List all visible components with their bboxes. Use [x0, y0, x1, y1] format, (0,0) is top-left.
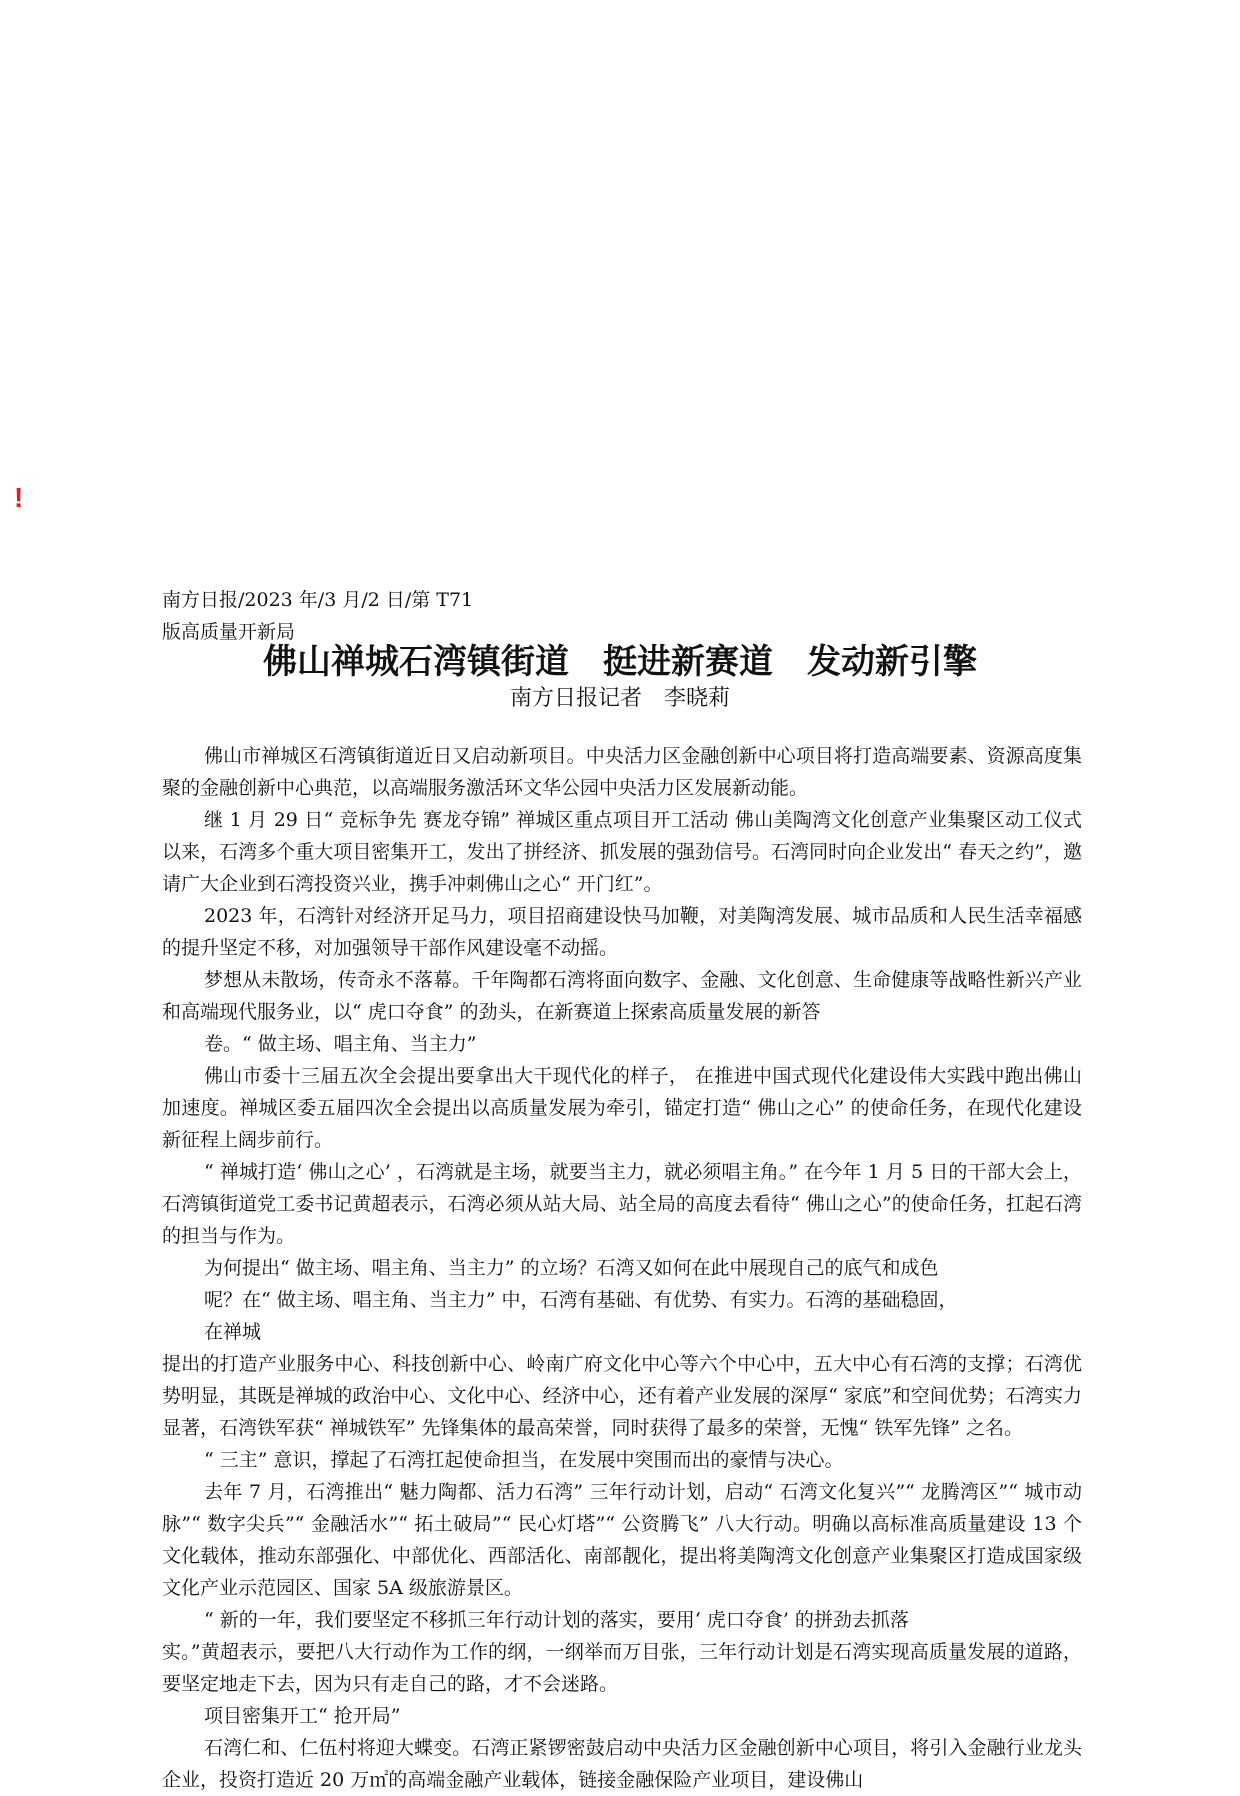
article-paragraph: 梦想从未散场，传奇永不落幕。千年陶都石湾将面向数字、金融、文化创意、生命健康等战略性新兴产业和高端现代服务业，以“ 虎口夺食” 的劲头，在新赛道上探索高质量发展的新答	[162, 969, 1082, 1023]
article-body	[162, 740, 1082, 1796]
article-paragraph: 为何提出“ 做主场、唱主角、当主力” 的立场？石湾又如何在此中展现自己的底气和成色	[204, 1257, 939, 1279]
article-paragraph: 佛山市禅城区石湾镇街道近日又启动新项目。中央活力区金融创新中心项目将打造高端要素、资源高度集聚的金融创新中心典范，以高端服务激活环文华公园中央活力区发展新动能。	[162, 745, 1082, 799]
article-paragraph: 呢？在“ 做主场、唱主角、当主力” 中，石湾有基础、有优势、有实力。石湾的基础稳固，	[204, 1289, 958, 1311]
article-paragraph: “ 新的一年，我们要坚定不移抓三年行动计划的落实，要用‘ 虎口夺食’ 的拼劲去抓落	[204, 1609, 909, 1631]
article-paragraph: 佛山市委十三届五次全会提出要拿出大干现代化的样子， 在推进中国式现代化建设伟大实践中跑出佛山加速度。禅城区委五届四次全会提出以高质量发展为牵引，锚定打造“ 佛山之心” 的使命任务，在现代化建设新征程上阔步前行。	[162, 1065, 1082, 1151]
article-paragraph: 实。”黄超表示，要把八大行动作为工作的纲，一纲举而万目张，三年行动计划是石湾实现高质量发展的道路，要坚定地走下去，因为只有走自己的路，才不会迷路。	[162, 1641, 1082, 1695]
article-paragraph: 提出的打造产业服务中心、科技创新中心、岭南广府文化中心等六个中心中，五大中心有石湾的支撑；石湾优势明显，其既是禅城的政治中心、文化中心、经济中心，还有着产业发展的深厚“ 家底”和空间优势；石湾实力显著，石湾铁军获“ 禅城铁军” 先锋集体的最高荣誉，同时获得了最多的荣誉，无愧“ 铁军先锋” 之名。	[162, 1353, 1082, 1439]
article-headline: 佛山禅城石湾镇街道 挺进新赛道 发动新引擎	[263, 642, 977, 682]
red-exclamation-mark: !	[14, 482, 24, 513]
article-paragraph: 项目密集开工“ 抢开局”	[204, 1705, 401, 1727]
section-line: 版高质量开新局	[162, 621, 296, 643]
article-paragraph: 继 1 月 29 日“ 竞标争先 赛龙夺锦” 禅城区重点项目开工活动 佛山美陶湾文化创意产业集聚区动工仪式以来，石湾多个重大项目密集开工，发出了拼经济、抓发展的强劲信号。石湾同时向企业发出“ 春天之约”，邀请广大企业到石湾投资兴业，携手冲刺佛山之心“ 开门红”。	[162, 809, 1082, 895]
article-paragraph: 2023 年，石湾针对经济开足马力，项目招商建设快马加鞭，对美陶湾发展、城市品质和人民生活幸福感的提升坚定不移，对加强领导干部作风建设毫不动摇。	[162, 905, 1082, 959]
article-paragraph: 石湾仁和、仁伍村将迎大蝶变。石湾正紧锣密鼓启动中央活力区金融创新中心项目，将引入金融行业龙头企业，投资打造近 20 万㎡的高端金融产业载体，链接金融保险产业项目，建设佛山	[162, 1737, 1082, 1791]
article-paragraph: 去年 7 月，石湾推出“ 魅力陶都、活力石湾” 三年行动计划，启动“ 石湾文化复兴”“ 龙腾湾区”“ 城市动脉”“ 数字尖兵”“ 金融活水”“ 拓土破局”“ 民心灯塔”“ 公资腾飞” 八大行动。明确以高标准高质量建设 13 个文化载体，推动东部强化、中部优化、西部活化、南部靓化，提出将美陶湾文化创意产业集聚区打造成国家级文化产业示范园区、国家 5A 级旅游景区。	[162, 1481, 1082, 1599]
article-paragraph: 在禅城	[204, 1321, 262, 1343]
source-line: 南方日报/2023 年/3 月/2 日/第 T71	[162, 589, 474, 611]
source-meta	[162, 584, 562, 648]
article-paragraph: “ 禅城打造‘ 佛山之心’ ，石湾就是主场，就要当主力，就必须唱主角。” 在今年 1 月 5 日的干部大会上，石湾镇街道党工委书记黄超表示，石湾必须从站大局、站全局的高度去看待“ 佛山之心”的使命任务，扛起石湾的担当与作为。	[162, 1161, 1082, 1247]
article-paragraph: 卷。“ 做主场、唱主角、当主力”	[204, 1033, 477, 1055]
article-paragraph: “ 三主” 意识，撑起了石湾扛起使命担当，在发展中突围而出的豪情与决心。	[204, 1449, 844, 1471]
article-byline: 南方日报记者 李晓莉	[509, 686, 730, 711]
